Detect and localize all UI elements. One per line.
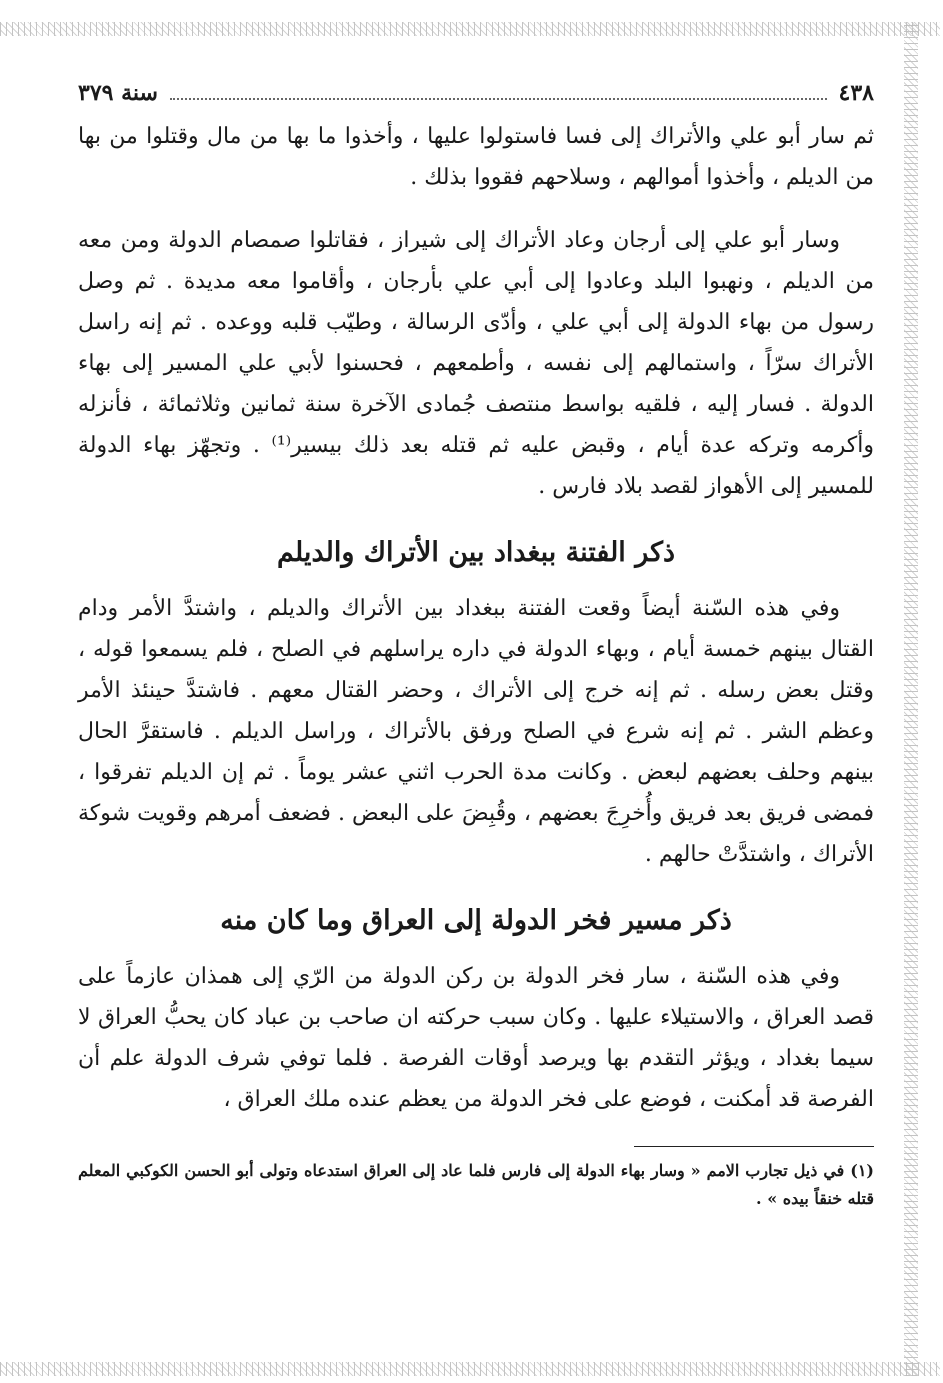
footnote-separator (634, 1146, 874, 1147)
page-border-right (904, 22, 918, 1376)
footnote: (١) في ذيل تجارب الامم « وسار بهاء الدولة إلى فارس فلما عاد إلى العراق استدعاه وتولى أبو الحسن الكوكبي المعلم قتله خنقاً بيده » . (78, 1161, 874, 1208)
page-number: ٤٣٨ (838, 80, 874, 106)
year-label: سنة ٣٧٩ (78, 80, 158, 106)
page-border-top (0, 22, 940, 36)
running-header (78, 80, 874, 116)
header-dotted-leader (170, 84, 827, 100)
page-border-bottom (0, 1362, 940, 1376)
section-heading-fakhr: ذكر مسير فخر الدولة إلى العراق وما كان منه (220, 905, 732, 936)
intro-paragraph-2: وسار أبو علي إلى أرجان وعاد الأتراك إلى شيراز ، فقاتلوا صمصام الدولة ومن معه من الديلم ، ونهبوا البلد وعادوا إلى أبي علي بأرجان ، وأقاموا معه مديدة . ثم وصل رسول من بهاء الدولة إلى أبي علي ، وأدّى الرسالة ، وطيّب قلبه ووعده . ثم إنه راسل الأتراك سرّاً ، واستمالهم إلى نفسه ، وأطمعهم ، فحسنوا لأبي علي المسير إلى بهاء الدولة . فسار إليه ، فلقيه بواسط منتصف جُمادى الآخرة سنة ثمانين وثلاثمائة ، فأنزله وأكرمه وتركه عدة أيام ، وقبض عليه ثم قتله بعد ذلك بيسير⁽¹⁾ . وتجهّز بهاء الدولة للمسير إلى الأهواز لقصد بلاد فارس . (78, 228, 874, 499)
section-heading-fitna: ذكر الفتنة ببغداد بين الأتراك والديلم (277, 537, 675, 568)
section-fakhr-text: وفي هذه السّنة ، سار فخر الدولة بن ركن الدولة من الرّي إلى همذان عازماً على قصد العراق ، والاستيلاء عليها . وكان سبب حركته ان صاحب بن عباد كان يحبُّ العراق لا سيما بغداد ، ويؤثر التقدم بها ويرصد أوقات الفرصة . فلما توفي شرف الدولة علم أن الفرصة قد أمكنت ، فوضع على فخر الدولة من يعظم عنده ملك العراق ، (78, 964, 874, 1112)
intro-paragraph-1: ثم سار أبو علي والأتراك إلى فسا فاستولوا عليها ، وأخذوا ما بها من مال وقتلوا من بها من الديلم ، وأخذوا أموالهم ، وسلاحهم فقووا بذلك . (78, 124, 874, 190)
section-fitna-text: وفي هذه السّنة أيضاً وقعت الفتنة ببغداد بين الأتراك والديلم ، واشتدَّ الأمر ودام القتال بينهم خمسة أيام ، وبهاء الدولة في داره يراسلهم في الصلح ، فلم يسمعوا قوله ، وقتل بعض رسله . ثم إنه خرج إلى الأتراك ، وحضر القتال معهم . فاشتدَّ حينئذ الأمر وعظم الشر . ثم إنه شرع في الصلح ورفق بالأتراك ، وراسل الديلم . فاستقرَّ الحال بينهم وحلف بعضهم لبعض . وكانت مدة الحرب اثني عشر يوماً . ثم إن الديلم تفرقوا ، فمضى فريق بعد فريق وأُخرِجَ بعضهم ، وقُبِضَ على البعض . فضعف أمرهم وقويت شوكة الأتراك ، واشتدَّتْ حالهم . (78, 596, 874, 867)
book-page (78, 80, 874, 1213)
